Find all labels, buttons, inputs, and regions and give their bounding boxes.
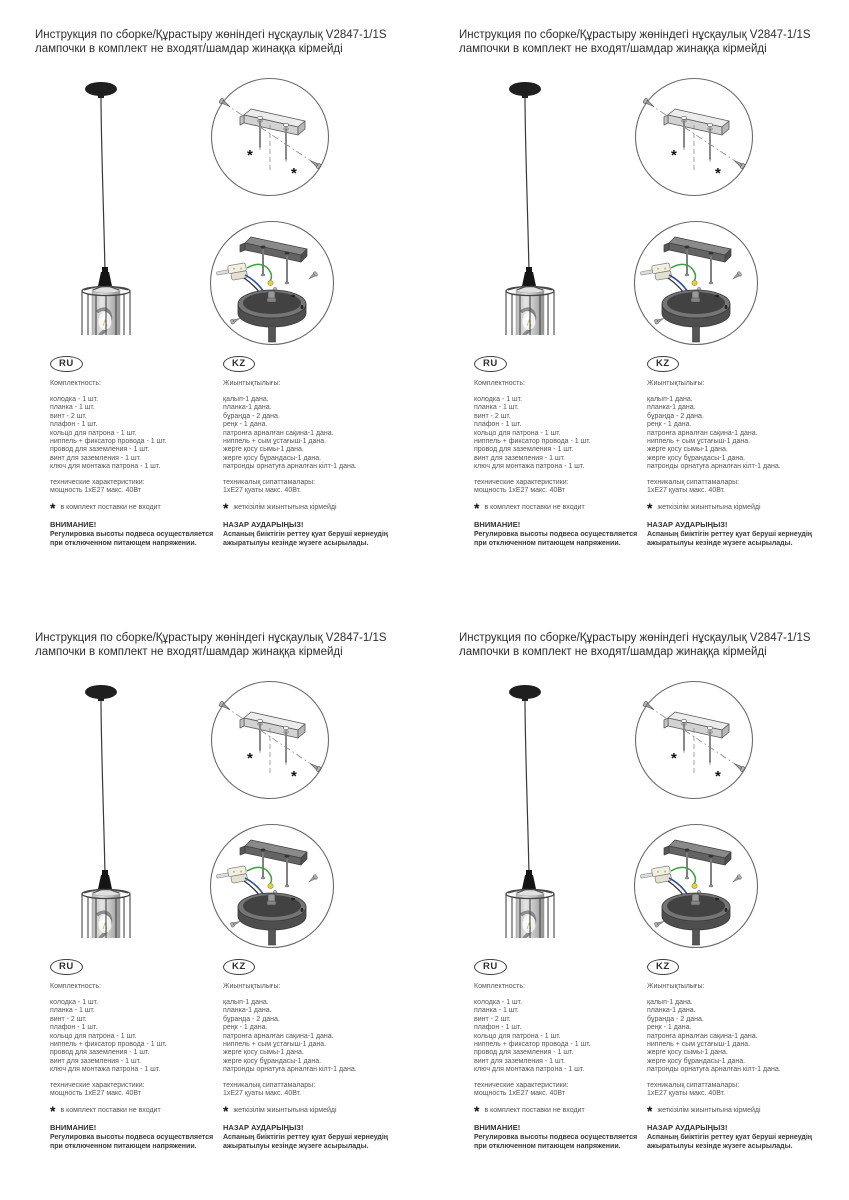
bracket-mounting-diagram xyxy=(208,75,332,199)
leaflet-title-line1: Инструкция по сборке/Құрастыру жөніндегі нұсқаулық V2847-1/1S xyxy=(459,632,811,644)
cord-grip-nipple xyxy=(691,291,700,302)
kz-part-item: ниппель + сым ұстағыш-1 дана. xyxy=(223,1041,327,1049)
ru-tech-value: мощность 1хЕ27 макс. 40Вт xyxy=(50,487,141,495)
pendant-cord-stub xyxy=(693,929,700,945)
kz-part-item: жерге қосу бұрандасы-1 дана. xyxy=(647,454,746,462)
kz-warning xyxy=(223,1123,423,1152)
ru-part-item: ниппель + фиксатор провода - 1 шт. xyxy=(50,1041,167,1049)
kz-part-item: бұранда - 2 дана. xyxy=(647,412,704,420)
ru-part-item: винт для заземления - 1 шт. xyxy=(474,1057,566,1065)
kz-part-item: реңк - 1 дана. xyxy=(647,421,692,429)
ru-section-title: Комплектность: xyxy=(50,983,101,990)
ru-part-item: колодка - 1 шт. xyxy=(474,999,523,1006)
cord-grip-nipple xyxy=(691,894,700,905)
kz-part-item: қалып-1 дана. xyxy=(647,999,693,1006)
leaflet-copy-3 xyxy=(30,628,430,1200)
kz-tech-title: техникалық сипаттамалары: xyxy=(223,1081,316,1089)
asterisk-icon: * xyxy=(647,1103,653,1120)
kz-warning xyxy=(647,1123,847,1152)
light-bulb xyxy=(523,915,536,933)
pendant-cord-stub xyxy=(269,326,276,342)
kz-part-item: ниппель + сым ұстағыш-1 дана. xyxy=(647,438,751,446)
kz-parts-list xyxy=(647,999,847,1075)
light-bulb xyxy=(523,312,536,330)
ru-part-item: плафон - 1 шт. xyxy=(474,421,522,429)
kz-part-item: жерге қосу сымы-1 дана. xyxy=(223,446,304,454)
ru-part-item: ниппель + фиксатор провода - 1 шт. xyxy=(50,438,167,446)
kz-tech-value: 1хЕ27 қуаты макс. 40Вт. xyxy=(223,1090,302,1098)
kz-footnote xyxy=(647,1103,847,1120)
ru-footnote-text: в комплект поставки не входит xyxy=(484,504,585,512)
ru-parts-list xyxy=(474,999,644,1075)
ru-part-item: ключ для монтажа патрона - 1 шт. xyxy=(474,463,585,471)
light-bulb xyxy=(99,915,112,933)
ceiling-canopy xyxy=(85,685,117,701)
leaflet-title-line2: лампочки в комплект не входят/шамдар жинаққа кірмейді xyxy=(459,646,767,658)
kz-part-item: патронды орнатуға арналған кілт-1 дана. xyxy=(223,1066,357,1074)
ru-part-item: планка - 1 шт. xyxy=(474,404,519,412)
ru-part-item: ключ для монтажа патрона - 1 шт. xyxy=(50,1066,161,1074)
kz-part-item: реңк - 1 дана. xyxy=(223,421,268,429)
kz-language-badge: KZ xyxy=(223,356,255,372)
pendant-lamp-drawing xyxy=(499,683,569,938)
ru-part-item: винт для заземления - 1 шт. xyxy=(474,454,566,462)
kz-part-item: планка-1 дана. xyxy=(647,404,696,412)
kz-part-item: патронға арналған сақина-1 дана. xyxy=(223,1032,334,1040)
suspension-cord xyxy=(101,97,105,272)
kz-tech-title: техникалық сипаттамалары: xyxy=(647,478,740,486)
canopy-wiring-diagram xyxy=(207,821,337,951)
leaflet-title-line1: Инструкция по сборке/Құрастыру жөніндегі нұсқаулық V2847-1/1S xyxy=(35,632,387,644)
kz-section-title: Жиынтықтылығы: xyxy=(647,380,705,387)
ru-part-item: ключ для монтажа патрона - 1 шт. xyxy=(50,463,161,471)
ru-warning-title: ВНИМАНИЕ! xyxy=(50,520,97,530)
kz-tech-specs xyxy=(647,479,847,496)
kz-part-item: планка-1 дана. xyxy=(223,1007,272,1015)
ru-tech-specs xyxy=(474,479,644,496)
ru-section xyxy=(474,353,644,549)
bracket-mounting-diagram xyxy=(208,678,332,802)
lamp-holder xyxy=(522,870,536,889)
kz-part-item: ниппель + сым ұстағыш-1 дана. xyxy=(647,1041,751,1049)
kz-part-item: қалып-1 дана. xyxy=(223,396,269,403)
ru-warning xyxy=(50,520,220,549)
kz-section-title: Жиынтықтылығы: xyxy=(223,380,281,387)
kz-part-item: бұранда - 2 дана. xyxy=(647,1015,704,1023)
ru-tech-title: технические характеристики: xyxy=(474,478,569,486)
kz-part-item: жерге қосу бұрандасы-1 дана. xyxy=(223,454,322,462)
ru-tech-title: технические характеристики: xyxy=(474,1081,569,1089)
kz-part-item: ниппель + сым ұстағыш-1 дана. xyxy=(223,438,327,446)
kz-tech-specs xyxy=(223,479,423,496)
ru-tech-specs xyxy=(474,1082,644,1099)
ru-part-item: ниппель + фиксатор провода - 1 шт. xyxy=(474,438,591,446)
ru-footnote xyxy=(474,500,644,517)
not-included-asterisk: * xyxy=(247,147,253,164)
suspension-cord xyxy=(101,700,105,875)
pendant-cord-stub xyxy=(693,326,700,342)
ground-ring-terminal xyxy=(268,883,273,888)
canopy-wiring-diagram xyxy=(631,218,761,348)
leaflet-title-line1: Инструкция по сборке/Құрастыру жөніндегі нұсқаулық V2847-1/1S xyxy=(35,29,387,41)
kz-footnote-text: жеткізілім жиынтығына кірмейді xyxy=(657,1107,761,1115)
kz-tech-specs xyxy=(647,1082,847,1099)
ru-part-item: провод для заземления - 1 шт. xyxy=(474,1049,574,1057)
suspension-cord xyxy=(525,97,529,272)
pendant-lamp-drawing xyxy=(499,80,569,335)
ru-part-item: ниппель + фиксатор провода - 1 шт. xyxy=(474,1041,591,1049)
suspension-cord xyxy=(525,700,529,875)
kz-tech-value: 1хЕ27 қуаты макс. 40Вт. xyxy=(223,487,302,495)
not-included-asterisk: * xyxy=(715,165,721,182)
ru-part-item: колодка - 1 шт. xyxy=(50,999,99,1006)
kz-part-item: жерге қосу бұрандасы-1 дана. xyxy=(647,1057,746,1065)
not-included-asterisk: * xyxy=(715,768,721,785)
kz-warning-title: НАЗАР АУДАРЫҢЫЗ! xyxy=(647,520,728,530)
ground-ring-terminal xyxy=(692,883,697,888)
ru-part-item: винт - 2 шт. xyxy=(50,412,87,420)
ru-parts-list xyxy=(50,999,220,1075)
kz-footnote xyxy=(223,500,423,517)
ru-tech-specs xyxy=(50,479,220,496)
pendant-lamp-drawing xyxy=(75,80,145,335)
kz-tech-specs xyxy=(223,1082,423,1099)
kz-section xyxy=(647,353,847,549)
kz-part-item: жерге қосу бұрандасы-1 дана. xyxy=(223,1057,322,1065)
pendant-lamp-drawing xyxy=(75,683,145,938)
ru-parts-list xyxy=(50,396,220,472)
not-included-asterisk: * xyxy=(671,750,677,767)
ru-warning xyxy=(50,1123,220,1152)
ru-language-badge: RU xyxy=(474,356,507,372)
kz-parts-list xyxy=(647,396,847,472)
ru-section xyxy=(50,353,220,549)
kz-warning-title: НАЗАР АУДАРЫҢЫЗ! xyxy=(647,1123,728,1133)
kz-warning-title: НАЗАР АУДАРЫҢЫЗ! xyxy=(223,520,304,530)
kz-tech-title: техникалық сипаттамалары: xyxy=(223,478,316,486)
ru-warning-body: Регулировка высоты подвеса осуществляется при отключенном питающем напряжении. xyxy=(474,531,638,548)
canopy-wiring-diagram xyxy=(207,218,337,348)
kz-section-title: Жиынтықтылығы: xyxy=(647,983,705,990)
ru-part-item: планка - 1 шт. xyxy=(50,1007,95,1015)
ru-footnote xyxy=(50,1103,220,1120)
kz-footnote-text: жеткізілім жиынтығына кірмейді xyxy=(657,504,761,512)
ceiling-canopy xyxy=(85,82,117,98)
kz-language-badge: KZ xyxy=(223,959,255,975)
asterisk-icon: * xyxy=(223,1103,229,1120)
not-included-asterisk: * xyxy=(291,165,297,182)
leaflet-copy-4 xyxy=(454,628,849,1200)
ceiling-canopy xyxy=(509,82,541,98)
kz-part-item: қалып-1 дана. xyxy=(223,999,269,1006)
ru-part-item: винт для заземления - 1 шт. xyxy=(50,1057,142,1065)
ru-tech-title: технические характеристики: xyxy=(50,478,145,486)
kz-tech-title: техникалық сипаттамалары: xyxy=(647,1081,740,1089)
ru-part-item: колодка - 1 шт. xyxy=(50,396,99,403)
kz-part-item: патронды орнатуға арналған кілт-1 дана. xyxy=(223,463,357,471)
ru-section-title: Комплектность: xyxy=(474,380,525,387)
asterisk-icon: * xyxy=(474,1103,480,1120)
kz-part-item: бұранда - 2 дана. xyxy=(223,412,280,420)
kz-part-item: патронға арналған сақина-1 дана. xyxy=(223,429,334,437)
ru-part-item: провод для заземления - 1 шт. xyxy=(50,1049,150,1057)
ru-tech-value: мощность 1хЕ27 макс. 40Вт xyxy=(50,1090,141,1098)
kz-part-item: планка-1 дана. xyxy=(223,404,272,412)
ru-warning-body: Регулировка высоты подвеса осуществляется при отключенном питающем напряжении. xyxy=(474,1134,638,1151)
not-included-asterisk: * xyxy=(291,768,297,785)
kz-tech-value: 1хЕ27 қуаты макс. 40Вт. xyxy=(647,1090,726,1098)
ru-section xyxy=(50,956,220,1152)
ru-part-item: планка - 1 шт. xyxy=(50,404,95,412)
lamp-holder xyxy=(522,267,536,286)
ru-part-item: винт - 2 шт. xyxy=(474,1015,511,1023)
ground-ring-terminal xyxy=(268,280,273,285)
ru-tech-specs xyxy=(50,1082,220,1099)
ru-warning-body: Регулировка высоты подвеса осуществляется при отключенном питающем напряжении. xyxy=(50,531,214,548)
kz-footnote-text: жеткізілім жиынтығына кірмейді xyxy=(233,1107,337,1115)
canopy-wiring-diagram xyxy=(631,821,761,951)
ru-parts-list xyxy=(474,396,644,472)
kz-part-item: жерге қосу сымы-1 дана. xyxy=(647,446,728,454)
leaflet-title-line1: Инструкция по сборке/Құрастыру жөніндегі нұсқаулық V2847-1/1S xyxy=(459,29,811,41)
ru-part-item: колодка - 1 шт. xyxy=(474,396,523,403)
ru-language-badge: RU xyxy=(474,959,507,975)
ru-tech-title: технические характеристики: xyxy=(50,1081,145,1089)
ru-part-item: винт - 2 шт. xyxy=(50,1015,87,1023)
kz-footnote xyxy=(647,500,847,517)
ceiling-canopy xyxy=(509,685,541,701)
ru-part-item: кольцо для патрона - 1 шт. xyxy=(474,429,561,437)
ru-part-item: винт для заземления - 1 шт. xyxy=(50,454,142,462)
kz-warning-body: Аспаның биіктігін реттеу қуат беруші кернеудің ажыратылуы кезінде жүзеге асырылады. xyxy=(647,531,813,548)
kz-part-item: патронға арналған сақина-1 дана. xyxy=(647,1032,758,1040)
ru-part-item: плафон - 1 шт. xyxy=(474,1024,522,1032)
ru-language-badge: RU xyxy=(50,959,83,975)
asterisk-icon: * xyxy=(223,500,229,517)
kz-part-item: планка-1 дана. xyxy=(647,1007,696,1015)
ru-tech-value: мощность 1хЕ27 макс. 40Вт xyxy=(474,1090,565,1098)
ru-part-item: провод для заземления - 1 шт. xyxy=(474,446,574,454)
kz-language-badge: KZ xyxy=(647,356,679,372)
ru-section xyxy=(474,956,644,1152)
lamp-holder xyxy=(98,870,112,889)
ru-footnote xyxy=(474,1103,644,1120)
kz-warning xyxy=(223,520,423,549)
leaflet-copy-2 xyxy=(454,25,849,600)
kz-warning-body: Аспаның биіктігін реттеу қуат беруші кернеудің ажыратылуы кезінде жүзеге асырылады. xyxy=(223,1134,389,1151)
ru-footnote xyxy=(50,500,220,517)
ru-warning xyxy=(474,1123,644,1152)
asterisk-icon: * xyxy=(50,1103,56,1120)
ru-language-badge: RU xyxy=(50,356,83,372)
ru-part-item: плафон - 1 шт. xyxy=(50,1024,98,1032)
not-included-asterisk: * xyxy=(671,147,677,164)
cord-grip-nipple xyxy=(267,894,276,905)
ru-part-item: кольцо для патрона - 1 шт. xyxy=(50,1032,137,1040)
kz-warning-body: Аспаның биіктігін реттеу қуат беруші кернеудің ажыратылуы кезінде жүзеге асырылады. xyxy=(223,531,389,548)
kz-section xyxy=(223,956,423,1152)
kz-footnote xyxy=(223,1103,423,1120)
kz-part-item: патронды орнатуға арналған кілт-1 дана. xyxy=(647,1066,781,1074)
leaflet-header xyxy=(35,28,430,56)
kz-part-item: бұранда - 2 дана. xyxy=(223,1015,280,1023)
kz-tech-value: 1хЕ27 қуаты макс. 40Вт. xyxy=(647,487,726,495)
leaflet-copy-1 xyxy=(30,25,430,600)
ru-part-item: ключ для монтажа патрона - 1 шт. xyxy=(474,1066,585,1074)
ru-warning-title: ВНИМАНИЕ! xyxy=(474,520,521,530)
cord-grip-nipple xyxy=(267,291,276,302)
asterisk-icon: * xyxy=(50,500,56,517)
ru-warning-title: ВНИМАНИЕ! xyxy=(474,1123,521,1133)
ru-part-item: кольцо для патрона - 1 шт. xyxy=(50,429,137,437)
ground-ring-terminal xyxy=(692,280,697,285)
ru-footnote-text: в комплект поставки не входит xyxy=(60,504,161,512)
ru-part-item: винт - 2 шт. xyxy=(474,412,511,420)
leaflet-header xyxy=(459,28,849,56)
kz-warning-body: Аспаның биіктігін реттеу қуат беруші кернеудің ажыратылуы кезінде жүзеге асырылады. xyxy=(647,1134,813,1151)
ru-warning-title: ВНИМАНИЕ! xyxy=(50,1123,97,1133)
ru-footnote-text: в комплект поставки не входит xyxy=(60,1107,161,1115)
ru-warning-body: Регулировка высоты подвеса осуществляется при отключенном питающем напряжении. xyxy=(50,1134,214,1151)
ru-part-item: провод для заземления - 1 шт. xyxy=(50,446,150,454)
leaflet-title-line2: лампочки в комплект не входят/шамдар жинаққа кірмейді xyxy=(459,43,767,55)
kz-section xyxy=(223,353,423,549)
ru-part-item: планка - 1 шт. xyxy=(474,1007,519,1015)
ru-section-title: Комплектность: xyxy=(474,983,525,990)
bracket-mounting-diagram xyxy=(632,678,756,802)
kz-part-item: патронды орнатуға арналған кілт-1 дана. xyxy=(647,463,781,471)
kz-parts-list xyxy=(223,396,423,472)
kz-section-title: Жиынтықтылығы: xyxy=(223,983,281,990)
asterisk-icon: * xyxy=(474,500,480,517)
lamp-holder xyxy=(98,267,112,286)
kz-part-item: қалып-1 дана. xyxy=(647,396,693,403)
ru-part-item: кольцо для патрона - 1 шт. xyxy=(474,1032,561,1040)
light-bulb xyxy=(99,312,112,330)
kz-warning-title: НАЗАР АУДАРЫҢЫЗ! xyxy=(223,1123,304,1133)
ru-warning xyxy=(474,520,644,549)
kz-part-item: жерге қосу сымы-1 дана. xyxy=(223,1049,304,1057)
leaflet-title-line2: лампочки в комплект не входят/шамдар жинаққа кірмейді xyxy=(35,43,343,55)
kz-section xyxy=(647,956,847,1152)
leaflet-header xyxy=(35,631,430,659)
kz-part-item: реңк - 1 дана. xyxy=(223,1024,268,1032)
ru-section-title: Комплектность: xyxy=(50,380,101,387)
kz-warning xyxy=(647,520,847,549)
kz-part-item: жерге қосу сымы-1 дана. xyxy=(647,1049,728,1057)
ru-part-item: плафон - 1 шт. xyxy=(50,421,98,429)
ru-tech-value: мощность 1хЕ27 макс. 40Вт xyxy=(474,487,565,495)
kz-language-badge: KZ xyxy=(647,959,679,975)
not-included-asterisk: * xyxy=(247,750,253,767)
bracket-mounting-diagram xyxy=(632,75,756,199)
kz-part-item: патронға арналған сақина-1 дана. xyxy=(647,429,758,437)
leaflet-title-line2: лампочки в комплект не входят/шамдар жинаққа кірмейді xyxy=(35,646,343,658)
asterisk-icon: * xyxy=(647,500,653,517)
ru-footnote-text: в комплект поставки не входит xyxy=(484,1107,585,1115)
kz-footnote-text: жеткізілім жиынтығына кірмейді xyxy=(233,504,337,512)
leaflet-header xyxy=(459,631,849,659)
pendant-cord-stub xyxy=(269,929,276,945)
kz-parts-list xyxy=(223,999,423,1075)
kz-part-item: реңк - 1 дана. xyxy=(647,1024,692,1032)
